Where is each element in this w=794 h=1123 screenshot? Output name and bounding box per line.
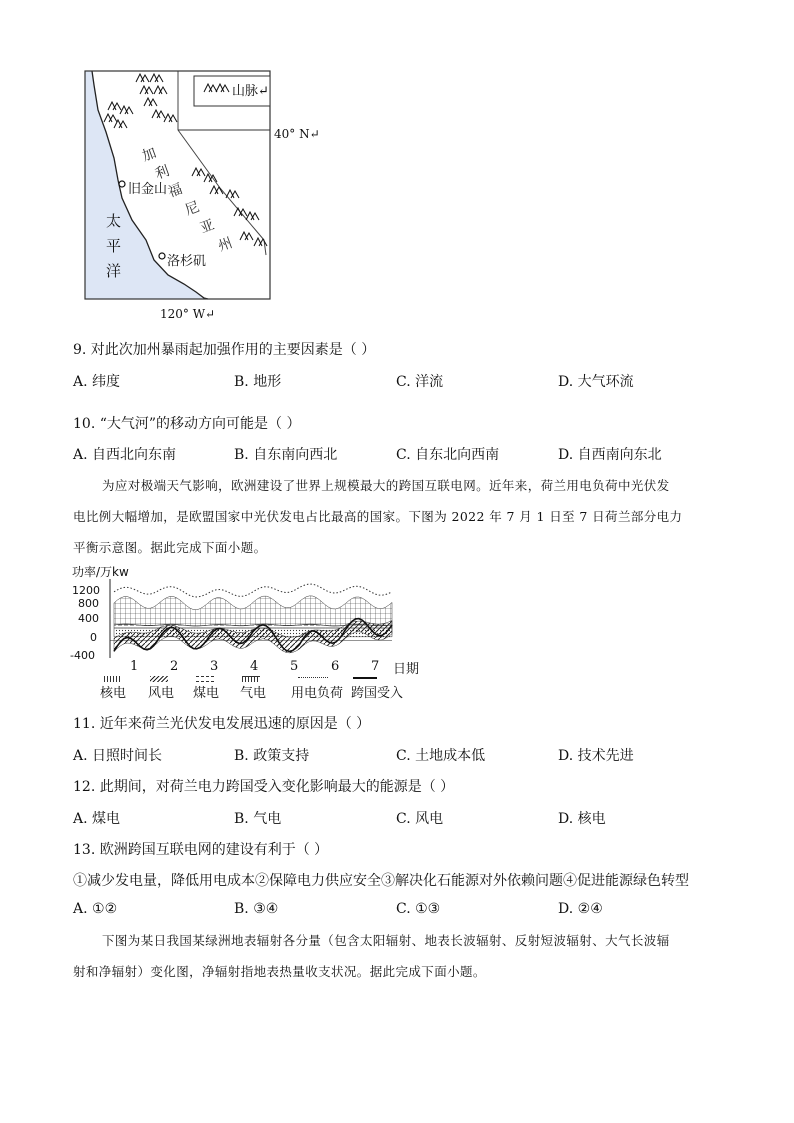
- question-12-option-c[interactable]: [396, 808, 443, 828]
- option-letter: B.: [234, 748, 249, 764]
- chart-xtick: 7: [371, 659, 380, 674]
- san-francisco-marker: [119, 181, 125, 187]
- passage-1-line-1: 为应对极端天气影响，欧洲建设了世界上规模最大的跨国互联电网。近年来，荷兰用电负荷中光伏发: [102, 478, 670, 493]
- option-text: ③④: [253, 901, 279, 917]
- question-13-option-b[interactable]: [234, 901, 278, 917]
- option-letter: B.: [234, 811, 249, 827]
- option-text: 日照时间长: [92, 748, 163, 764]
- ocean-label-char: 洋: [106, 262, 122, 280]
- option-text: 技术先进: [577, 748, 634, 764]
- option-letter: A.: [73, 811, 88, 827]
- question-9-option-a[interactable]: [73, 371, 120, 391]
- option-letter: D.: [558, 748, 574, 764]
- question-11-option-b[interactable]: [234, 745, 309, 765]
- option-letter: C.: [396, 811, 411, 827]
- chart-ytick: 400: [78, 612, 99, 625]
- state-label-char: 利: [153, 163, 172, 183]
- option-text: 自东南向西北: [253, 447, 338, 463]
- option-text: 纬度: [92, 374, 121, 390]
- chart-xtick: 4: [250, 659, 259, 674]
- longitude-label: 120° W↵: [160, 307, 216, 321]
- chart-ytick: -400: [70, 649, 95, 662]
- chart-ylabel: 功率/万kw: [72, 565, 129, 579]
- question-9-option-d[interactable]: [558, 371, 634, 391]
- passage-1-line-3: 平衡示意图。据此完成下面小题。: [73, 540, 267, 555]
- ocean-label-char: 平: [106, 237, 122, 255]
- chart-xtick: 1: [130, 659, 139, 674]
- state-label-char: 尼: [183, 199, 202, 219]
- option-letter: C.: [396, 374, 411, 390]
- chart-xtick: 6: [331, 659, 340, 674]
- chart-xtick: 2: [170, 659, 179, 674]
- chart-ytick: 1200: [72, 584, 100, 597]
- option-letter: C.: [396, 447, 411, 463]
- state-label-char: 亚: [198, 217, 217, 237]
- option-letter: A.: [73, 901, 88, 917]
- question-12-option-b[interactable]: [234, 808, 281, 828]
- state-label-char: 福: [166, 181, 185, 201]
- option-text: 自西北向东南: [92, 447, 177, 463]
- city-los-angeles: 洛杉矶: [167, 254, 207, 269]
- chart-ytick: 0: [90, 631, 97, 644]
- passage-2-line-1: 下图为某日我国某绿洲地表辐射各分量（包含太阳辐射、地表长波辐射、反射短波辐射、大气长波辐: [102, 933, 670, 948]
- option-text: 核电: [577, 811, 606, 827]
- option-text: ②④: [577, 901, 603, 917]
- option-letter: B.: [234, 901, 249, 917]
- passage-1-line-2: 电比例大幅增加，是欧盟国家中光伏发电占比最高的国家。下图为 2022 年 7 月 1 日至 7 日荷兰部分电力: [73, 509, 683, 524]
- ocean-label-char: 太: [106, 212, 122, 230]
- legend-load: 用电负荷: [291, 686, 344, 701]
- option-text: 大气环流: [577, 374, 634, 390]
- gas-area: [114, 596, 392, 626]
- question-10-option-a[interactable]: [73, 444, 176, 464]
- passage-2-line-2: 射和净辐射）变化图，净辐射指地表热量收支状况。据此完成下面小题。: [73, 964, 486, 979]
- legend-load-swatch: [298, 677, 328, 678]
- map-graphic: [84, 70, 334, 330]
- question-13-option-a[interactable]: [73, 901, 117, 917]
- option-letter: B.: [234, 447, 249, 463]
- legend-wind: 风电: [148, 686, 175, 701]
- state-label-char: 加: [140, 145, 159, 165]
- question-11-option-c[interactable]: [396, 745, 485, 765]
- option-letter: C.: [396, 901, 411, 917]
- legend-import-swatch: [353, 677, 377, 679]
- option-letter: D.: [558, 811, 574, 827]
- option-text: 煤电: [92, 811, 121, 827]
- load-line: [114, 584, 392, 597]
- option-text: 土地成本低: [415, 748, 486, 764]
- question-12-option-d[interactable]: [558, 808, 606, 828]
- option-text: 政策支持: [253, 748, 310, 764]
- option-letter: D.: [558, 374, 574, 390]
- question-13-stem: 13. 欧洲跨国互联电网的建设有利于（ ）: [73, 842, 329, 858]
- option-text: 地形: [253, 374, 282, 390]
- map-legend-label: 山脉↵: [232, 84, 269, 99]
- chart-ytick: 800: [78, 597, 99, 610]
- option-text: ①②: [92, 901, 118, 917]
- chart-xtick: 3: [210, 659, 219, 674]
- question-11-stem: 11. 近年来荷兰光伏发电发展迅速的原因是（ ）: [73, 716, 371, 732]
- question-11-option-d[interactable]: [558, 745, 634, 765]
- option-text: 气电: [253, 811, 282, 827]
- option-letter: B.: [234, 374, 249, 390]
- legend-import: 跨国受入: [351, 686, 404, 701]
- question-13-option-d[interactable]: [558, 901, 603, 917]
- chart-xtick: 5: [290, 659, 299, 674]
- latitude-label: 40° N↵: [274, 127, 320, 141]
- option-text: 洋流: [415, 374, 444, 390]
- option-letter: C.: [396, 748, 411, 764]
- city-san-francisco: 旧金山: [128, 182, 168, 197]
- question-12-option-a[interactable]: [73, 808, 120, 828]
- option-letter: D.: [558, 901, 574, 917]
- question-10-option-d[interactable]: [558, 444, 662, 464]
- question-10-stem: 10. “大气河”的移动方向可能是（ ）: [73, 416, 301, 432]
- option-letter: A.: [73, 374, 88, 390]
- legend-gas: 气电: [240, 686, 267, 701]
- question-13-option-c[interactable]: [396, 901, 440, 917]
- question-10-option-c[interactable]: [396, 444, 499, 464]
- option-text: 自东北向西南: [415, 447, 500, 463]
- question-11-option-a[interactable]: [73, 745, 162, 765]
- state-label-char: 州: [216, 235, 235, 255]
- chart-xlabel: 日期: [393, 662, 420, 677]
- los-angeles-marker: [159, 253, 165, 259]
- legend-nuclear: 核电: [100, 686, 127, 701]
- question-12-stem: 12. 此期间，对荷兰电力跨国受入变化影响最大的能源是（ ）: [73, 779, 455, 795]
- question-10-option-b[interactable]: [234, 444, 337, 464]
- legend-coal: 煤电: [193, 686, 220, 701]
- option-text: 自西南向东北: [577, 447, 662, 463]
- option-letter: A.: [73, 748, 88, 764]
- power-balance-chart: [70, 563, 430, 703]
- question-13-statements: ①减少发电量，降低用电成本②保障电力供应安全③解决化石能源对外依赖问题④促进能源绿色转型: [73, 873, 689, 889]
- option-text: 风电: [415, 811, 444, 827]
- option-letter: D.: [558, 447, 574, 463]
- california-map: [84, 70, 334, 330]
- question-9-stem: 9. 对此次加州暴雨起加强作用的主要因素是（ ）: [73, 342, 376, 358]
- question-9-option-c[interactable]: [396, 371, 443, 391]
- option-text: ①③: [415, 901, 441, 917]
- option-letter: A.: [73, 447, 88, 463]
- question-9-option-b[interactable]: [234, 371, 281, 391]
